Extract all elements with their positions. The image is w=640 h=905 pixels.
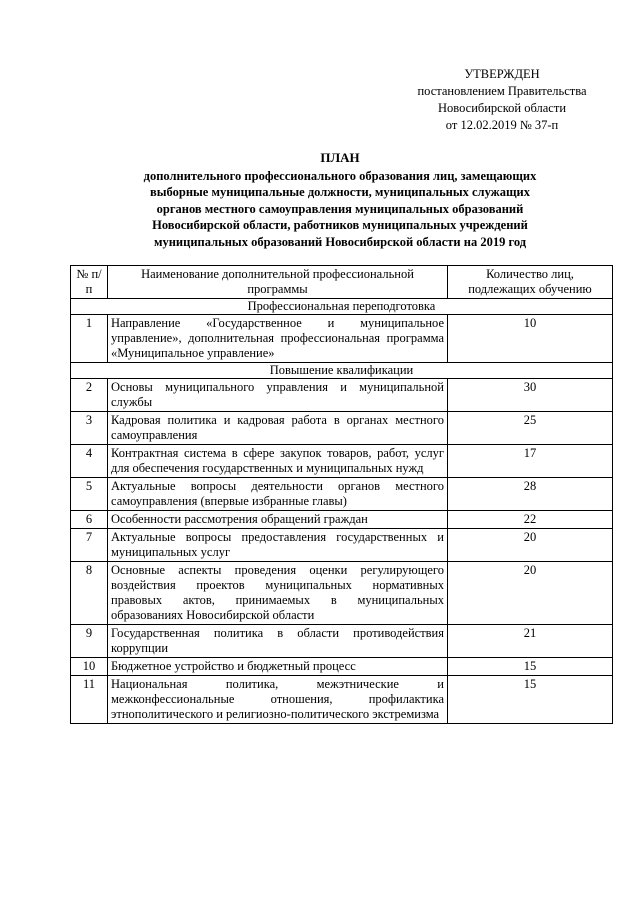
- title-line: органов местного самоуправления муниципальных образований: [156, 201, 524, 216]
- table-row: [71, 529, 613, 562]
- section-row: [71, 363, 613, 379]
- row-program-name: Кадровая политика и кадровая работа в органах местного самоуправления: [108, 412, 448, 445]
- section-retraining: Профессиональная переподготовка: [71, 299, 613, 315]
- row-num: 11: [71, 676, 108, 724]
- approval-decree: постановлением Правительства: [417, 84, 587, 98]
- row-num: 5: [71, 478, 108, 511]
- row-quantity: 20: [448, 562, 613, 625]
- approval-heading: УТВЕРЖДЕН: [464, 67, 540, 81]
- section-advanced-training: Повышение квалификации: [71, 363, 613, 379]
- table-row: [71, 315, 613, 363]
- table-row: [71, 412, 613, 445]
- table-row: [71, 445, 613, 478]
- row-quantity: 10: [448, 315, 613, 363]
- row-program-name: Направление «Государственное и муниципальное управление», дополнительная профессиональная программа «Муниципальное управление»: [108, 315, 448, 363]
- row-quantity: 25: [448, 412, 613, 445]
- row-num: 2: [71, 379, 108, 412]
- approval-stamp: [392, 66, 612, 134]
- table-row: [71, 658, 613, 676]
- row-num: 10: [71, 658, 108, 676]
- row-program-name: Государственная политика в области противодействия коррупции: [108, 625, 448, 658]
- row-program-name: Бюджетное устройство и бюджетный процесс: [108, 658, 448, 676]
- row-quantity: 15: [448, 658, 613, 676]
- table-row: [71, 379, 613, 412]
- title-line: дополнительного профессионального образования лиц, замещающих: [143, 168, 537, 183]
- title-main: ПЛАН: [320, 150, 360, 165]
- header-num: № п/п: [71, 266, 108, 299]
- header-program-name: Наименование дополнительной профессиональной программы: [108, 266, 448, 299]
- document-title: [70, 150, 610, 250]
- row-quantity: 15: [448, 676, 613, 724]
- title-line: Новосибирской области, работников муниципальных учреждений: [152, 218, 528, 232]
- row-num: 3: [71, 412, 108, 445]
- row-quantity: 30: [448, 379, 613, 412]
- row-program-name: Контрактная система в сфере закупок товаров, работ, услуг для обеспечения государственных и муниципальных нужд: [108, 445, 448, 478]
- table-row: [71, 478, 613, 511]
- row-num: 7: [71, 529, 108, 562]
- row-num: 6: [71, 511, 108, 529]
- table-row: [71, 625, 613, 658]
- title-line: выборные муниципальные должности, муниципальных служащих: [150, 185, 530, 199]
- row-quantity: 20: [448, 529, 613, 562]
- plan-table: [70, 265, 613, 724]
- row-program-name: Актуальные вопросы предоставления государственных и муниципальных услуг: [108, 529, 448, 562]
- approval-date-number: от 12.02.2019 № 37-п: [445, 118, 559, 132]
- section-row: [71, 299, 613, 315]
- row-num: 8: [71, 562, 108, 625]
- header-quantity: Количество лиц, подлежащих обучению: [448, 266, 613, 299]
- row-program-name: Основы муниципального управления и муниципальной службы: [108, 379, 448, 412]
- row-quantity: 17: [448, 445, 613, 478]
- row-program-name: Национальная политика, межэтнические и межконфессиональные отношения, профилактика этнополитического и религиозно-политического экстремизма: [108, 676, 448, 724]
- row-program-name: Основные аспекты проведения оценки регулирующего воздействия проектов муниципальных нормативных правовых актов, принимаемых в муниципальных образованиях Новосибирской области: [108, 562, 448, 625]
- table-row: [71, 511, 613, 529]
- table-row: [71, 562, 613, 625]
- row-quantity: 28: [448, 478, 613, 511]
- row-num: 1: [71, 315, 108, 363]
- approval-region: Новосибирской области: [437, 101, 567, 115]
- row-quantity: 22: [448, 511, 613, 529]
- row-program-name: Актуальные вопросы деятельности органов местного самоуправления (впервые избранные главы): [108, 478, 448, 511]
- row-num: 9: [71, 625, 108, 658]
- table-header-row: [71, 266, 613, 299]
- title-line: муниципальных образований Новосибирской области на 2019 год: [153, 234, 527, 249]
- table-row: [71, 676, 613, 724]
- row-program-name: Особенности рассмотрения обращений граждан: [108, 511, 448, 529]
- row-num: 4: [71, 445, 108, 478]
- row-quantity: 21: [448, 625, 613, 658]
